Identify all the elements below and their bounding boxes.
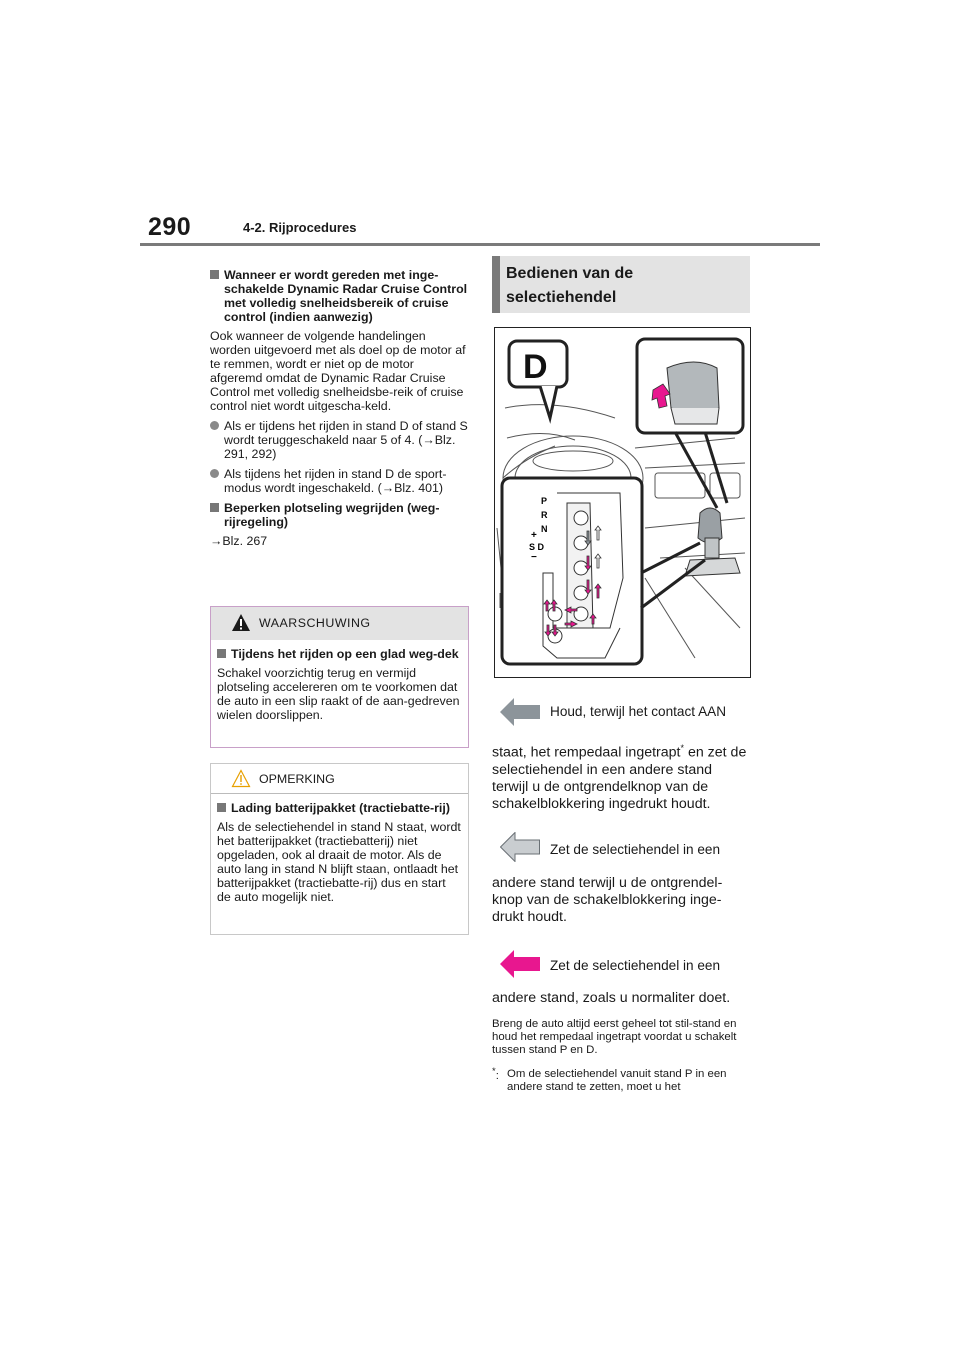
note-header bbox=[211, 764, 468, 794]
warning-title: WAARSCHUWING bbox=[259, 616, 371, 630]
light-arrow-icon bbox=[500, 832, 540, 862]
square-bullet-icon bbox=[210, 270, 219, 279]
round-bullet-icon bbox=[210, 421, 219, 430]
legend-pink-arrow-text: Zet de selectiehendel in een bbox=[550, 958, 721, 973]
bullet-text: Als er tijdens het rijden in stand D of stand S wordt teruggeschakeld naar 5 of 4. (→Blz. 291, 292) bbox=[224, 419, 468, 461]
gear-sd-label: S D bbox=[529, 542, 545, 552]
subheading-text: Wanneer er wordt gereden met inge-schakelde Dynamic Radar Cruise Control met volledig snelheidsbereik of cruise control (indien aanwezig) bbox=[224, 268, 468, 324]
note-title: OPMERKING bbox=[259, 772, 335, 786]
pink-arrow-icon bbox=[500, 950, 540, 978]
footnote-marker: * bbox=[680, 743, 685, 753]
legend-text: staat, het rempedaal ingetrapt bbox=[492, 744, 681, 761]
footnote-star: * bbox=[492, 1066, 496, 1077]
square-bullet-icon bbox=[210, 503, 219, 512]
left-column bbox=[210, 268, 468, 554]
section-heading-line2: selectiehendel bbox=[506, 289, 617, 306]
round-bullet-icon bbox=[210, 469, 219, 478]
section-heading bbox=[506, 262, 633, 310]
section-title: 4-2. Rijprocedures bbox=[243, 220, 357, 235]
square-bullet-icon bbox=[217, 803, 226, 812]
legend-light-arrow bbox=[492, 832, 750, 864]
page-number: 290 bbox=[148, 213, 192, 241]
legend-dark-arrow-continued bbox=[492, 740, 750, 813]
footnote-colon: : bbox=[495, 1069, 499, 1082]
header-rule bbox=[140, 243, 820, 246]
warning-heading bbox=[217, 647, 462, 661]
heading-bar bbox=[492, 256, 500, 313]
dark-arrow-icon bbox=[500, 698, 540, 726]
gear-d-label: D bbox=[523, 348, 548, 386]
warning-triangle-icon bbox=[231, 613, 251, 632]
shift-lever-figure bbox=[494, 327, 751, 678]
page-reference: →Blz. 267 bbox=[210, 534, 268, 548]
note-header-rule bbox=[211, 793, 468, 794]
gear-r-label: R bbox=[541, 510, 548, 520]
caution-triangle-icon bbox=[231, 769, 251, 788]
lever-knob-callout bbox=[637, 339, 743, 508]
gear-minus-label: − bbox=[531, 552, 537, 563]
note-text: Als de selectiehendel in stand N staat, wordt het batterijpakket (tractiebatterij) niet opgeladen, ook al draait de motor. Als de auto lang in stand N blijft staan, ontlaadt het batterijpakket (tractiebatte-rij) dus en start de auto mogelijk niet. bbox=[217, 820, 461, 904]
bullet-item bbox=[210, 467, 468, 495]
legend-light-arrow-text: Zet de selectiehendel in een bbox=[550, 842, 721, 857]
legend-pink-arrow-continued: andere stand, zoals u normaliter doet. bbox=[492, 990, 731, 1006]
section-heading-box bbox=[492, 256, 750, 313]
bullet-text: Als tijdens het rijden in stand D de sport-modus wordt ingeschakeld. (→Blz. 401) bbox=[224, 467, 447, 495]
gear-plus-label: + bbox=[531, 530, 537, 541]
legend-dark-arrow bbox=[492, 698, 750, 728]
legend-light-arrow-continued: andere stand terwijl u de ontgrendel-knop van de schakelblokkering inge-drukt houdt. bbox=[492, 875, 723, 925]
subheading-launch-control bbox=[210, 501, 468, 529]
shift-gate-callout bbox=[502, 478, 705, 664]
warning-box bbox=[210, 606, 469, 748]
small-note: Breng de auto altijd eerst geheel tot stil-stand en houd het rempedaal ingetrapt voordat u schakelt tussen stand P en D. bbox=[492, 1018, 737, 1056]
gear-n-label: N bbox=[541, 524, 548, 534]
section-heading-line1: Bedienen van de bbox=[506, 265, 634, 282]
shift-lever-illustration bbox=[495, 328, 750, 677]
warning-text: Schakel voorzichtig terug en vermijd plotseling accelereren om te voorkomen dat de auto in een slip raakt of de aan-gedreven wielen doorslippen. bbox=[217, 666, 460, 722]
legend-pink-arrow bbox=[492, 950, 750, 980]
footnote-text: Om de selectiehendel vanuit stand P in een andere stand te zetten, moet u het bbox=[507, 1068, 727, 1093]
subheading-text: Beperken plotseling wegrijden (weg-rijregeling) bbox=[224, 501, 440, 529]
warning-heading-text: Tijdens het rijden op een glad weg-dek bbox=[231, 647, 459, 661]
legend-dark-arrow-text: Houd, terwijl het contact AAN bbox=[550, 704, 727, 719]
legend-text: en zet de selectiehendel in een andere stand terwijl u de ontgrendelknop van de schakelblokkering ingedrukt houdt. bbox=[492, 744, 747, 812]
paragraph: Ook wanneer de volgende handelingen worden uitgevoerd met als doel op de motor af te remmen, wordt er niet op de motor afgeremd omdat de Dynamic Radar Cruise Control met volledig snelheidsbe-reik of cruise control niet wordt uitgescha-keld. bbox=[210, 329, 466, 413]
footnote bbox=[492, 1068, 750, 1094]
square-bullet-icon bbox=[217, 649, 226, 658]
note-heading bbox=[217, 801, 462, 815]
warning-header bbox=[211, 607, 468, 640]
bullet-item bbox=[210, 419, 468, 461]
note-box bbox=[210, 763, 469, 935]
note-heading-text: Lading batterijpakket (tractiebatte-rij) bbox=[231, 801, 450, 815]
gear-p-label: P bbox=[541, 496, 548, 506]
subheading-cruise-control bbox=[210, 268, 468, 324]
